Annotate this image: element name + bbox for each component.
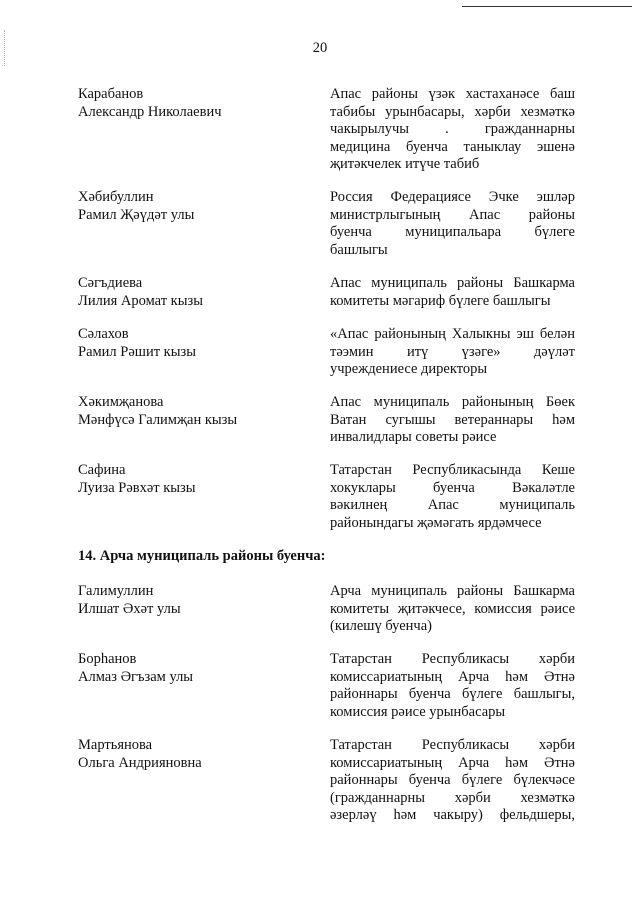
description-line: комиссариатының Арча һәм Әтнә (330, 668, 575, 685)
description-line: учреждениесе директоры (330, 361, 488, 377)
description-line: Татарстан Республикасында Кеше (330, 462, 575, 478)
description-line: Арча муниципаль районы Башкарма (330, 583, 575, 599)
description-line: районындагы җәмәгать ярдәмчесе (330, 514, 542, 531)
description-line: вәкилнең Апас муниципаль (330, 497, 575, 513)
person-name (78, 189, 308, 224)
surname: Хәкимҗанова (78, 394, 164, 410)
page-number: 20 (312, 40, 328, 56)
position-description (330, 462, 575, 532)
surname: Мартьянова (78, 737, 153, 753)
description-line: Апас муниципаль районының Бөек (330, 394, 575, 410)
given-name: Алмаз Әгъзам улы (78, 668, 194, 685)
person-name (78, 275, 308, 310)
given-name: Рамил Рәшит кызы (78, 343, 196, 360)
description-line: Татарстан Республикасы хәрби (330, 737, 575, 753)
description-line: Татарстан Республикасы хәрби (330, 651, 575, 667)
surname: Сәлахов (78, 326, 129, 342)
position-description (330, 651, 575, 721)
surname: Борһанов (78, 651, 137, 667)
description-line: табибы урынбасары, хәрби хезмәткә (330, 103, 575, 120)
description-line: Апас муниципаль районы Башкарма (330, 275, 575, 291)
description-line: Ватан сугышы ветераннары һәм (330, 411, 575, 428)
description-line: буенча муниципальара бүлеге (330, 224, 575, 240)
position-description (330, 189, 575, 259)
description-line: әзерләү һәм чакыру) фельдшеры, (330, 807, 575, 823)
surname: Карабанов (78, 86, 144, 102)
given-name: Ольга Андрияновна (78, 754, 202, 771)
description-line: комиссия рәисе урынбасары (330, 703, 506, 720)
given-name: Александр Николаевич (78, 103, 222, 120)
surname: Хәбибуллин (78, 189, 154, 205)
surname: Сәгъдиева (78, 275, 143, 291)
person-name (78, 737, 308, 772)
person-name (78, 86, 308, 121)
person-name (78, 326, 308, 361)
description-line: комиссариатының Арча һәм Әтнә (330, 754, 575, 771)
given-name: Мәнфүсә Галимҗан кызы (78, 411, 238, 428)
description-line: чакырылучы . гражданнарны (330, 121, 575, 137)
description-line: комитеты җитәкчесе, комиссия рәисе (330, 600, 575, 617)
position-description (330, 394, 575, 447)
position-description (330, 326, 575, 379)
surname: Сафина (78, 462, 126, 478)
position-description (330, 275, 575, 310)
description-line: тәэмин итү үзәге» дәүләт (330, 343, 575, 360)
given-name: Луиза Рәвхәт кызы (78, 479, 196, 496)
person-name (78, 394, 308, 429)
description-line: Россия Федерациясе Эчке эшләр (330, 189, 575, 205)
top-rule (462, 6, 632, 7)
description-line: Апас районы үзәк хастаханәсе баш (330, 86, 575, 102)
description-line: «Апас районының Халыкны эш белән (330, 326, 575, 342)
person-name (78, 651, 308, 686)
surname: Галимуллин (78, 583, 154, 599)
description-line: инвалидлары советы рәисе (330, 429, 497, 445)
description-line: медицина буенча таныклау эшенә (330, 138, 575, 155)
section-heading: 14. Арча муниципаль районы буенча: (78, 548, 326, 564)
description-line: (гражданнарны хәрби хезмәткә (330, 789, 575, 806)
given-name: Илшат Әхәт улы (78, 600, 181, 617)
description-line: районнары буенча бүлеге башлыгы, (330, 686, 575, 702)
position-description (330, 86, 575, 174)
description-line: башлыгы (330, 241, 388, 258)
description-line: комитеты мәгариф бүлеге башлыгы (330, 292, 551, 309)
description-line: (килешү буенча) (330, 618, 432, 634)
given-name: Рамил Җәүдәт улы (78, 206, 195, 223)
person-name (78, 583, 308, 618)
given-name: Лилия Аромат кызы (78, 292, 203, 309)
description-line: хокуклары буенча Вәкаләтле (330, 479, 575, 496)
description-line: министрлыгының Апас районы (330, 206, 575, 223)
position-description (330, 583, 575, 636)
position-description (330, 737, 575, 825)
description-line: районнары буенча бүлеге бүлекчәсе (330, 772, 575, 788)
person-name (78, 462, 308, 497)
description-line: җитәкчелек итүче табиб (330, 156, 480, 172)
